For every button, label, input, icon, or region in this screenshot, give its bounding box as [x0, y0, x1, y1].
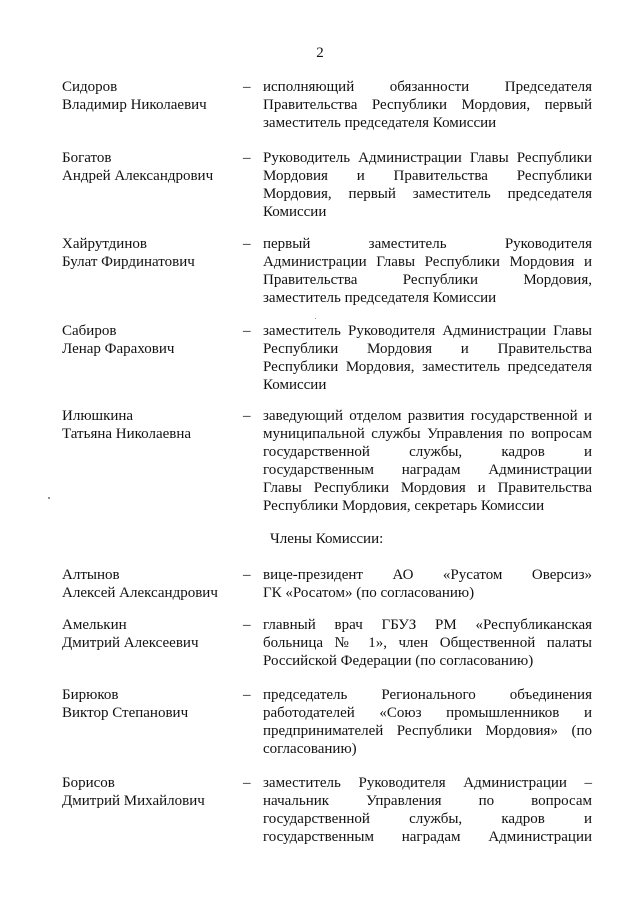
description-line: председатель Регионального объединения	[263, 687, 592, 703]
person-given-name: Татьяна Николаевна	[62, 426, 192, 442]
person-given-name: Владимир Николаевич	[62, 97, 207, 113]
members-heading: Члены Комиссии:	[270, 531, 384, 547]
description-line: согласованию)	[263, 741, 357, 757]
description-line: заведующий отделом развития государственной и	[263, 408, 592, 424]
person-name	[62, 407, 242, 443]
scan-speck	[315, 318, 316, 319]
person-name	[62, 235, 242, 271]
position-description	[263, 686, 592, 758]
description-line: Мордовия, первый заместитель председателя	[263, 186, 592, 202]
description-line: больница № 1», член Общественной палаты	[263, 635, 592, 651]
person-given-name: Дмитрий Михайлович	[62, 793, 205, 809]
person-given-name: Андрей Александрович	[62, 168, 214, 184]
person-name	[62, 774, 242, 810]
dash-separator: –	[243, 150, 251, 166]
description-line: предпринимателей Республики Мордовия» (по	[263, 723, 592, 739]
description-line: работодателей «Союз промышленников и	[263, 705, 592, 721]
description-line: Республики Мордовия, секретарь Комиссии	[263, 498, 545, 514]
dash-separator: –	[243, 79, 251, 95]
position-description	[263, 235, 592, 307]
dash-separator: –	[243, 617, 251, 633]
description-line: Главы Республики Мордовия и Правительства	[263, 480, 592, 496]
person-given-name: Виктор Степанович	[62, 705, 189, 721]
description-line: Руководитель Администрации Главы Республики	[263, 150, 592, 166]
description-line: первый заместитель Руководителя	[263, 236, 592, 252]
description-line: вице-президент АО «Русатом Оверсиз»	[263, 567, 592, 583]
position-description	[263, 774, 592, 846]
description-line: главный врач ГБУЗ РМ «Республиканская	[263, 617, 592, 633]
person-surname: Сидоров	[62, 79, 118, 95]
description-line: государственной службы, кадров и	[263, 444, 592, 460]
description-line: Российской Федерации (по согласованию)	[263, 653, 534, 669]
description-line: муниципальной службы Управления по вопросам	[263, 426, 592, 442]
dash-separator: –	[243, 408, 251, 424]
person-name	[62, 149, 242, 185]
description-line: начальник Управления по вопросам	[263, 793, 592, 809]
dash-separator: –	[243, 775, 251, 791]
description-line: Комиссии	[263, 377, 327, 393]
person-given-name: Ленар Фарахович	[62, 341, 175, 357]
dash-separator: –	[243, 687, 251, 703]
person-surname: Алтынов	[62, 567, 120, 583]
position-description	[263, 149, 592, 221]
description-line: заместитель Руководителя Администрации Главы	[263, 323, 592, 339]
description-line: Правительства Республики Мордовия,	[263, 272, 592, 288]
person-surname: Сабиров	[62, 323, 117, 339]
person-name	[62, 78, 242, 114]
dash-separator: –	[243, 236, 251, 252]
person-surname: Илюшкина	[62, 408, 134, 424]
person-name	[62, 616, 242, 652]
person-name	[62, 322, 242, 358]
description-line: государственным наградам Администрации	[263, 462, 592, 478]
dash-separator: –	[243, 567, 251, 583]
page-number: 2	[316, 45, 324, 61]
description-line: заместитель председателя Комиссии	[263, 290, 497, 306]
person-surname: Амелькин	[62, 617, 127, 633]
position-description	[263, 566, 592, 602]
description-line: Мордовия и Правительства Республики	[263, 168, 592, 184]
description-line: Администрации Главы Республики Мордовия и	[263, 254, 592, 270]
description-line: Республики Мордовия и Правительства	[263, 341, 592, 357]
person-name	[62, 686, 242, 722]
scan-speck	[48, 497, 50, 499]
dash-separator: –	[243, 323, 251, 339]
description-line: заместитель Руководителя Администрации –	[263, 775, 592, 791]
person-given-name: Булат Фирдинатович	[62, 254, 195, 270]
person-name	[62, 566, 242, 602]
person-surname: Хайрутдинов	[62, 236, 147, 252]
description-line: государственным наградам Администрации	[263, 829, 592, 845]
description-line: ГК «Росатом» (по согласованию)	[263, 585, 475, 601]
position-description	[263, 322, 592, 394]
description-line: государственной службы, кадров и	[263, 811, 592, 827]
description-line: Правительства Республики Мордовия, первый	[263, 97, 592, 113]
person-surname: Бирюков	[62, 687, 119, 703]
person-given-name: Алексей Александрович	[62, 585, 218, 601]
position-description	[263, 407, 592, 515]
description-line: Комиссии	[263, 204, 327, 220]
person-given-name: Дмитрий Алексеевич	[62, 635, 199, 651]
person-surname: Богатов	[62, 150, 112, 166]
description-line: заместитель председателя Комиссии	[263, 115, 497, 131]
person-surname: Борисов	[62, 775, 115, 791]
position-description	[263, 78, 592, 132]
position-description	[263, 616, 592, 670]
description-line: Республики Мордовия, заместитель председателя	[263, 359, 592, 375]
description-line: исполняющий обязанности Председателя	[263, 79, 592, 95]
